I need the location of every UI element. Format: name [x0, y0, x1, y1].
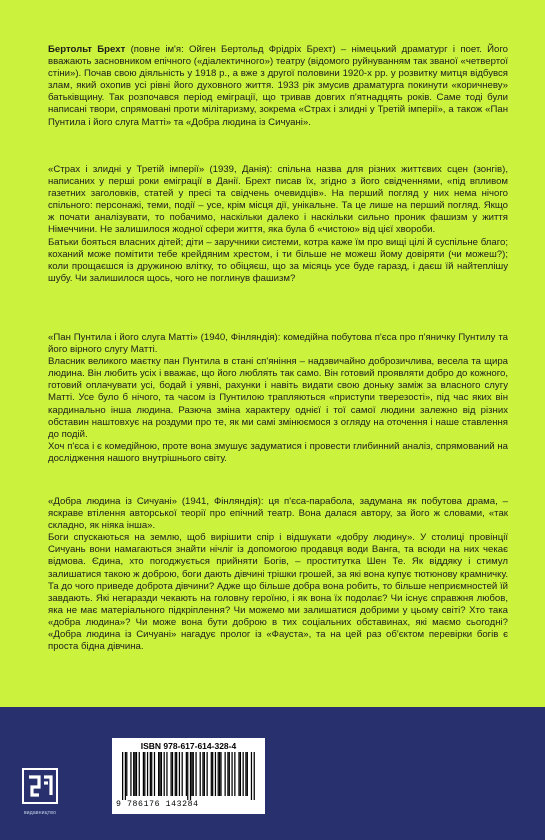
barcode-bar [229, 752, 230, 796]
sichuan-paragraph-2: Боги спускаються на землю, щоб вирішити спір і відшукати «добру людину». У столиці провінції Сичуань вони намагаються знайти нічліг із допомогою продавця води Ванга, та всюди на них чекає відмова. Єдина, хто погоджується прийняти Богів, – проститутка Шен Те. Як віддяку і стимул залишатися такою ж доброю, боги дають дівчині трішки грошей, за які вона купує тютюнову крамничку. Та до чого приведе доброта дівчини? Адже що більше добра вона робить, то більше неприємностей їй завдають. Які негаразди чекають на головну героїню, і як вона їх подолає? Чи існує справжня любов, яка не має матеріального підкріплення? Чи можемо ми залишатися добрими у цьому світі? Хто така «добра людина»? Чи може вона бути доброю в тих соціальних обставинах, які маємо сьогодні? «Добра людина із Сичуані» нагадує пролог із «Фауста», та на цей раз об'єктом перевірки богів є проста бідна дівчина. [48, 532, 508, 653]
publisher-name: видавництво [23, 810, 57, 816]
barcode-bar [134, 752, 135, 796]
good-person-section [48, 496, 508, 653]
barcode-bar [154, 752, 155, 796]
barcode-bar [187, 752, 188, 800]
isbn-label: ISBN 978-617-614-328-4 [140, 741, 237, 751]
barcode-bar [202, 752, 203, 796]
barcode-bar [122, 752, 123, 800]
barcode-bar [175, 752, 176, 796]
barcode-bar [234, 752, 235, 796]
barcode-bar [215, 752, 216, 796]
barcode [122, 752, 255, 800]
barcode-bar [190, 752, 191, 800]
barcode-bar [186, 752, 187, 796]
barcode-bar [158, 752, 159, 796]
barcode-bar [225, 752, 226, 796]
sichuan-paragraph-1: «Добра людина із Сичуані» (1941, Фінляндія): ця п'єса-парабола, задумана як побутова драма, – яскраве втілення авторської теорії про епічний театр. Вона далася автору, за його ж словами, «так складно, як ніяка інша». [48, 496, 508, 532]
fear-paragraph-2: Батьки бояться власних дітей; діти – заручники системи, котра каже їм про вищі цілі й суспільне благо; коханий може помітити тебе крейдяним хрестом, і ти більше не можеш йому довіряти (чи можеш?); коли прощаєшся із дружиною влітку, то обіцяєш, що за місяць усе буде гаразд, і даєш їй найтеплішу шубу. Чи залишилося щось, чого не поглинув фашизм? [48, 236, 508, 284]
navy-footer-band [0, 707, 545, 840]
barcode-bar [166, 752, 167, 796]
barcode-bar [218, 752, 219, 796]
barcode-bar [254, 752, 255, 800]
barcode-bar [207, 752, 208, 796]
barcode-bar [159, 752, 160, 796]
barcode-bar [182, 752, 183, 796]
barcode-bar [240, 752, 241, 796]
author-name: Бертольт Брехт [48, 44, 126, 55]
barcode-bar [212, 752, 213, 796]
barcode-bar [126, 752, 127, 796]
fear-paragraph-1: «Страх і злидні у Третій імперії» (1939, Данія): спільна назва для різних життєвих сцен (зонгів), написаних у перші роки еміграції в Данії. Брехт писав їх, згідно з його свідченнями, «під впливом газетних заголовків, статей у пресі та свідчень очевидців». На перший погляд у них нема нічого спільного: персонажі, теми, події – усе, крім місця дії, унікальне. Та це лише на перший погляд. Якщо ж почати аналізувати, то побачимо, наскільки далеко і наскільки сильно проник фашизм у життя Німеччини. Не залишилося жодної сфери життя, яка була б «чистою» від цієї хвороби. [48, 164, 508, 236]
barcode-bar [179, 752, 180, 796]
barcode-bar [193, 752, 194, 796]
barcode-bar [164, 752, 165, 796]
barcode-bar [204, 752, 205, 796]
fear-and-misery-section [48, 164, 508, 285]
barcode-bar [147, 752, 148, 796]
barcode-bar [200, 752, 201, 796]
puntila-paragraph-1: «Пан Пунтила і його слуга Матті» (1940, Фінляндія): комедійна побутова п'єса про п'яничку Пунтилу та його вірного слугу Матті. [48, 332, 508, 356]
barcode-bar [245, 752, 246, 796]
barcode-bar [125, 752, 126, 800]
barcode-bar [251, 752, 252, 800]
publisher-logo-icon [22, 768, 58, 804]
barcode-bar [172, 752, 173, 796]
barcode-bar [151, 752, 152, 796]
barcode-bar [195, 752, 196, 796]
barcode-bar [176, 752, 177, 796]
barcode-bar [170, 752, 171, 796]
barcode-bar [220, 752, 221, 796]
barcode-bar [247, 752, 248, 796]
puntila-section [48, 332, 508, 465]
barcode-digits: 9 786176 143284 [116, 800, 199, 809]
barcode-bar [144, 752, 145, 796]
isbn-barcode-box [112, 738, 265, 814]
barcode-bar [143, 752, 144, 796]
barcode-bar [219, 752, 220, 796]
barcode-bar [133, 752, 134, 796]
author-bio [48, 44, 508, 129]
barcode-bar [136, 752, 137, 796]
barcode-bar [150, 752, 151, 796]
barcode-bar [161, 752, 162, 796]
bio-paragraph [48, 44, 508, 129]
barcode-bar [243, 752, 244, 796]
barcode-bar [130, 752, 131, 796]
puntila-paragraph-3: Хоч п'єса і є комедійною, проте вона змушує задуматися і провести глибинний аналіз, спрямований на дослідження нашого внутрішнього світу. [48, 440, 508, 464]
bio-text: (повне ім'я: Ойген Бертольд Фрідріх Брехт) – німецький драматург і поет. Його вважають засновником епічного («діалектичного») театру (відомого руйнуванням так званої «четвертої стіни»). Почав свою діяльність у 1918 р., а вже з другої половини 1920-х рр. у розвитку митця відбувся злам, який охопив усі рівні його духовного життя. 1933 рік змусив драматурга покинути «коричневу» батьківщину. Так розпочався період еміграції, що тривав довгих п'ятнадцять років. Саме тоді були написані твори, спрямовані проти мілітаризму, зокрема «Страх і злидні у Третій імперії», а також «Пан Пунтила і його слуга Матті» та «Добра людина із Сичуані». [48, 44, 508, 128]
barcode-bar [238, 752, 239, 796]
puntila-paragraph-2: Власник великого маєтку пан Пунтила в стані сп'яніння – надзвичайно доброзичлива, весела та щира людина. Він любить усіх і вважає, що його люблять так само. Він готовий проявляти добро до кожного, готовий оплачувати усі, бодай і уявні, рахунки і навіть видати свою доньку заміж за власного слугу Матті. Усе було б нічого, та часом із Пунтилою трапляються «приступи тверезості», під час яких він кардинально інша людина. Разюча зміна характеру однієї і тої самої людини залежно від різних обставин наштовхує на роздуми про те, як ми самі змінюємося з огляду на оточення і наше ставлення до подій. [48, 356, 508, 440]
barcode-bar [227, 752, 228, 796]
barcode-bar [191, 752, 192, 796]
barcode-bar [211, 752, 212, 796]
barcode-bar [139, 752, 140, 796]
barcode-bar [231, 752, 232, 796]
